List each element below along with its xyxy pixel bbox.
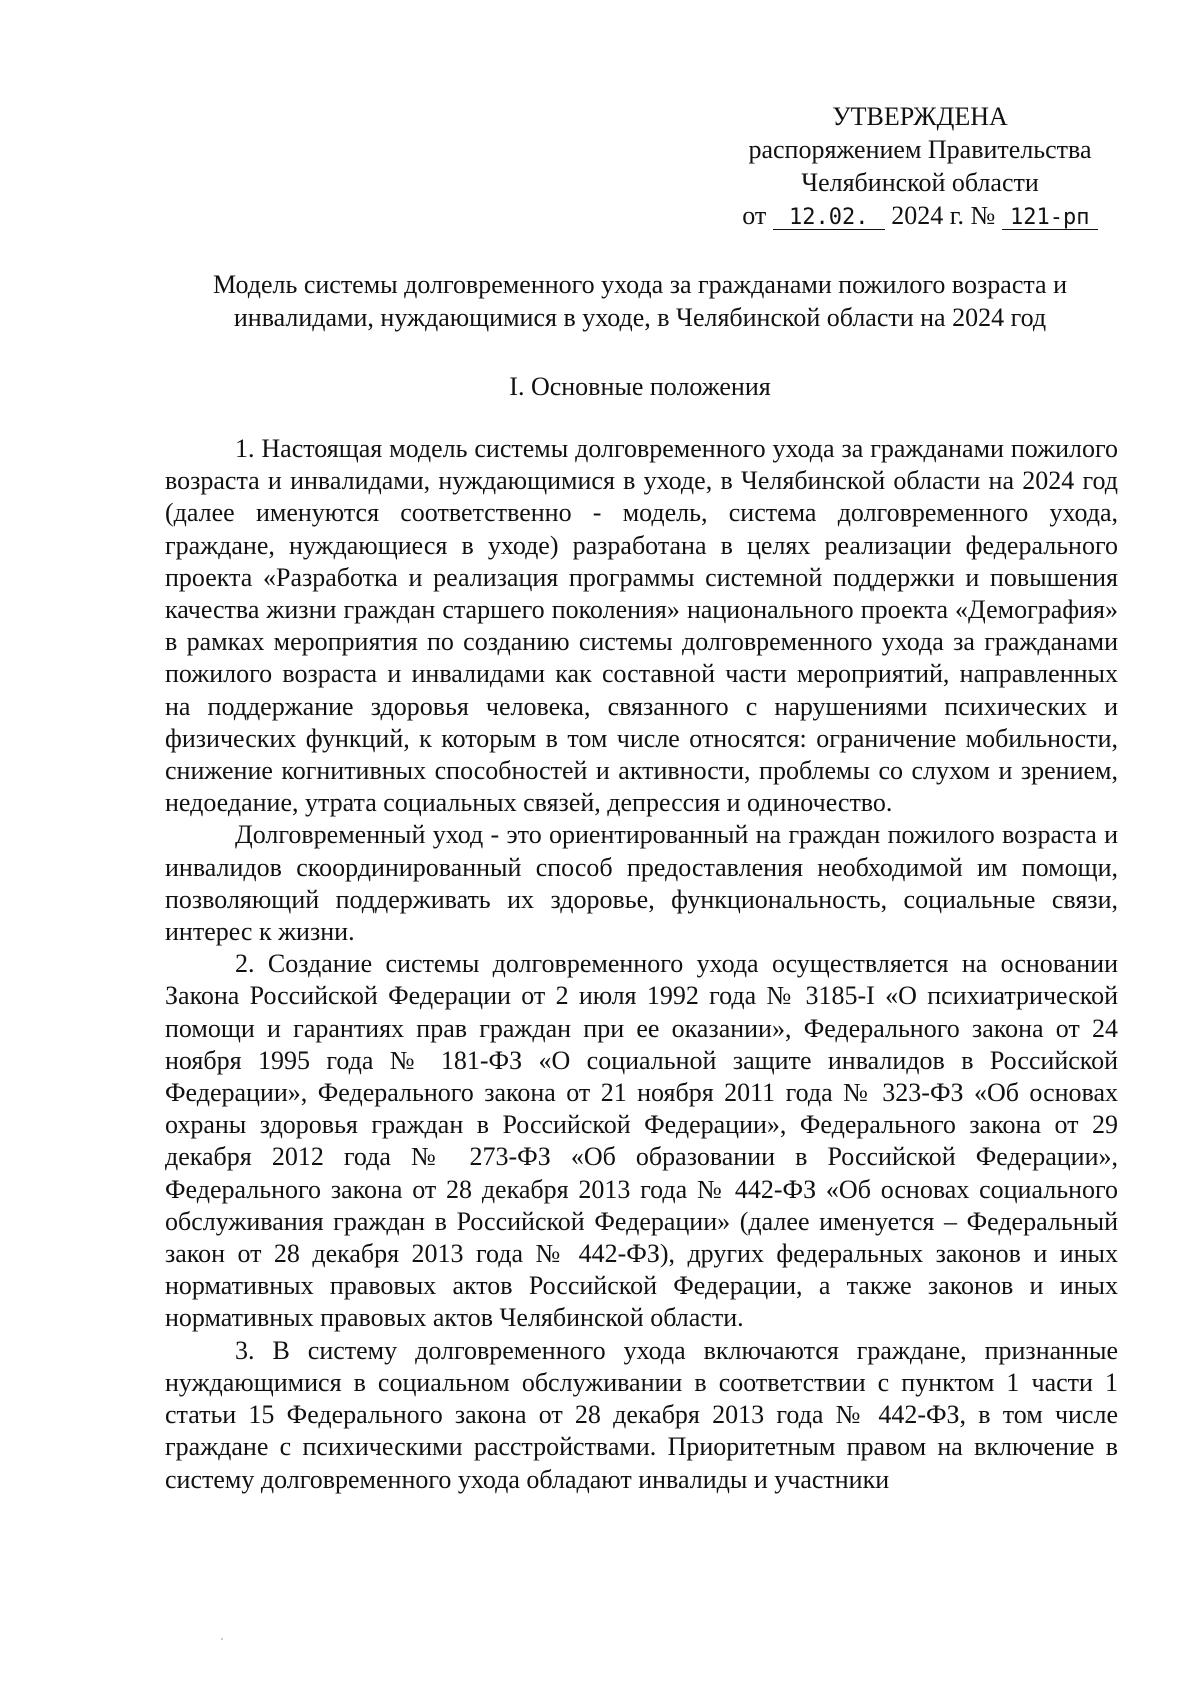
date-prefix: от bbox=[742, 201, 767, 230]
document-title bbox=[140, 268, 1140, 334]
approval-by-line: распоряжением Правительства bbox=[748, 135, 1092, 164]
approval-block bbox=[720, 100, 1120, 232]
year-text: 2024 г. № bbox=[891, 201, 996, 230]
handwritten-date: 12.02. bbox=[773, 207, 885, 230]
approval-status: УТВЕРЖДЕНА bbox=[832, 102, 1008, 131]
paragraph-2: Долговременный уход - это ориентированный на граждан пожилого возраста и инвалидов скоординированный способ предоставления необходимой им помощи, позволяющий поддерживать их здоровье, функциональность, социальные связи, интерес к жизни. bbox=[165, 820, 1118, 947]
section-heading: I. Основные положения bbox=[509, 372, 771, 401]
paragraph-1: 1. Настоящая модель системы долговременного ухода за гражданами пожилого возраста и инвалидами, нуждающимися в уходе, в Челябинской области на 2024 год (далее именуются соответственно - модель, система долговременного ухода, граждане, нуждающиеся в уходе) разработана в целях реализации федерального проекта «Разработка и реализация программы системной поддержки и повышения качества жизни граждан старшего поколения» национального проекта «Демография» в рамках мероприятия по созданию системы долговременного ухода за гражданами пожилого возраста и инвалидами как составной части мероприятий, направленных на поддержание здоровья человека, связанного с нарушениями психических и физических функций, к которым в том числе относятся: ограничение мобильности, снижение когнитивных способностей и активности, проблемы со слухом и зрением, недоедание, утрата социальных связей, депрессия и одиночество. bbox=[165, 434, 1118, 818]
title-line-1: Модель системы долговременного ухода за гражданами пожилого возраста и bbox=[213, 270, 1067, 299]
scan-speck bbox=[221, 1638, 223, 1640]
approval-date-line bbox=[720, 199, 1120, 232]
title-line-2: инвалидами, нуждающимися в уходе, в Челябинской области на 2024 год bbox=[233, 303, 1047, 332]
paragraph-4: 3. В систему долговременного ухода включаются граждане, признанные нуждающимися в социальном обслуживании в соответствии с пунктом 1 части 1 статьи 15 Федерального закона от 28 декабря 2013 года № 442-ФЗ, в том числе граждане с психическими расстройствами. Приоритетным правом на включение в систему долговременного ухода обладают инвалиды и участники bbox=[165, 1335, 1118, 1494]
handwritten-order-number: 121-рп bbox=[1002, 207, 1098, 230]
paragraph-3: 2. Создание системы долговременного ухода осуществляется на основании Закона Российской Федерации от 2 июля 1992 года № 3185-I «О психиатрической помощи и гарантиях прав граждан при ее оказании», Федерального закона от 24 ноября 1995 года № 181-ФЗ «О социальной защите инвалидов в Российской Федерации», Федерального закона от 21 ноября 2011 года № 323-ФЗ «Об основах охраны здоровья граждан в Российской Федерации», Федерального закона от 29 декабря 2012 года № 273-ФЗ «Об образовании в Российской Федерации», Федерального закона от 28 декабря 2013 года № 442-ФЗ «Об основах социального обслуживания граждан в Российской Федерации» (далее именуется – Федеральный закон от 28 декабря 2013 года № 442-ФЗ), других федеральных законов и иных нормативных правовых актов Российской Федерации, а также законов и иных нормативных правовых актов Челябинской области. bbox=[165, 949, 1118, 1333]
approval-region-line: Челябинской области bbox=[801, 168, 1039, 197]
body-text bbox=[165, 433, 1118, 1496]
